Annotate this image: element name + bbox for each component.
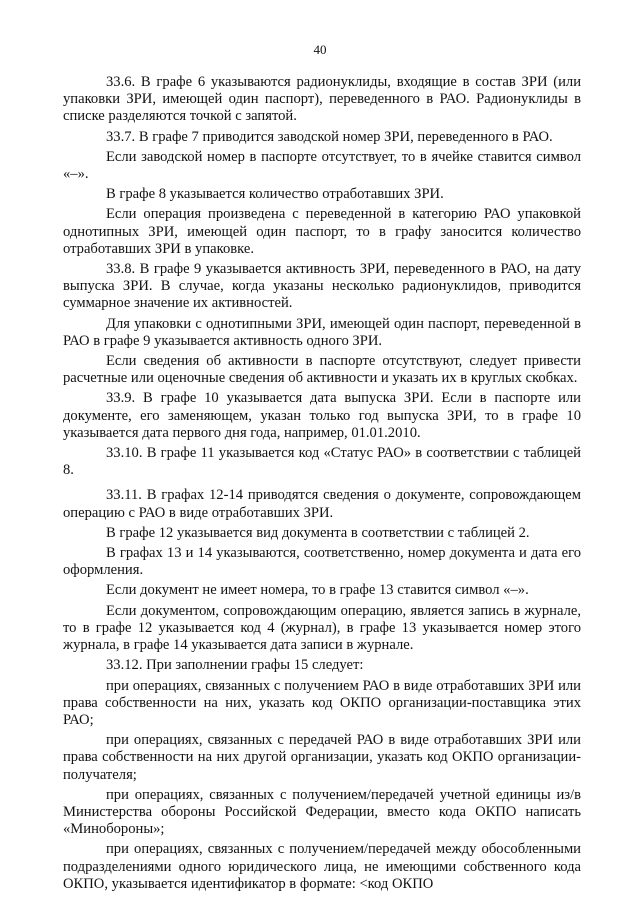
page-number: 40 — [313, 42, 327, 57]
paragraph-33-10: 33.10. В графе 11 указывается код «Статус РАО» в соответствии с таблицей 8. — [63, 445, 581, 479]
paragraph-defense-ministry: при операциях, связанных с получением/передачей учетной единицы из/в Министерства обороны Российской Федерации, вместо кода ОКПО написать «Минобороны»; — [63, 786, 581, 838]
paragraph-33-12: 33.12. При заполнении графы 15 следует: — [106, 657, 364, 674]
paragraph-column-8: В графе 8 указывается количество отработавших ЗРИ. — [106, 186, 444, 203]
paragraph-33-7: 33.7. В графе 7 приводится заводской номер ЗРИ, переведенного в РАО. — [106, 128, 553, 145]
paragraph-column-12: В графе 12 указывается вид документа в соответствии с таблицей 2. — [106, 524, 530, 541]
paragraph-receiving: при операциях, связанных с получением РАО в виде отработавших ЗРИ или права собственности на них, указать код ОКПО организации-поставщика этих РАО; — [63, 677, 581, 728]
paragraph-activity-missing: Если сведения об активности в паспорте отсутствуют, следует привести расчетные или оценочные сведения об активности и указать их в круглых скобках. — [63, 353, 581, 387]
paragraph-transfer: при операциях, связанных с передачей РАО в виде отработавших ЗРИ или права собственности на них другой организации, указать код ОКПО организации-получателя; — [63, 732, 581, 783]
paragraph-no-number: Если документ не имеет номера, то в графе 13 ставится символ «–». — [106, 582, 529, 599]
paragraph-package-activity: Для упаковки с однотипными ЗРИ, имеющей один паспорт, переведенной в РАО в графе 9 указывается активность одного ЗРИ. — [63, 315, 581, 349]
paragraph-subdivisions: при операциях, связанных с получением/передачей между обособленными подразделениями одного юридического лица, не имеющими собственного кода ОКПО, указывается идентификатор в формате: <код ОКПО — [63, 841, 581, 892]
paragraph-33-6: 33.6. В графе 6 указываются радионуклиды, входящие в состав ЗРИ (или упаковки ЗРИ, имеющей один паспорт), переведенного в РАО. Радионуклиды в списке разделяются точкой с запятой. — [63, 74, 581, 125]
paragraph-33-9: 33.9. В графе 10 указывается дата выпуска ЗРИ. Если в паспорте или документе, его заменяющем, указан только год выпуска ЗРИ, то в графе 10 указывается дата первого дня года, например, 01.01.2010. — [63, 390, 581, 441]
paragraph-columns-13-14: В графах 13 и 14 указываются, соответственно, номер документа и дата его оформления. — [63, 545, 581, 579]
paragraph-journal-entry: Если документом, сопровождающим операцию, является запись в журнале, то в графе 12 указывается код 4 (журнал), в графе 13 указывается номер этого журнала, в графе 14 указывается дата записи в журнале. — [63, 602, 581, 654]
paragraph-33-8: 33.8. В графе 9 указывается активность ЗРИ, переведенного в РАО, на дату выпуска ЗРИ. В случае, когда указаны несколько радионуклидов, приводится суммарное значение их активностей. — [63, 261, 581, 312]
paragraph-33-11: 33.11. В графах 12-14 приводятся сведения о документе, сопровождающем операцию с РАО в виде отработавших ЗРИ. — [63, 487, 581, 521]
paragraph-serial-missing: Если заводской номер в паспорте отсутствует, то в ячейке ставится символ «–». — [63, 148, 581, 183]
paragraph-package-count: Если операция произведена с переведенной в категорию РАО упаковкой однотипных ЗРИ, имеющей один паспорт, то в графу заносится количество отработавших ЗРИ в упаковке. — [63, 206, 581, 257]
page-body — [63, 74, 581, 896]
